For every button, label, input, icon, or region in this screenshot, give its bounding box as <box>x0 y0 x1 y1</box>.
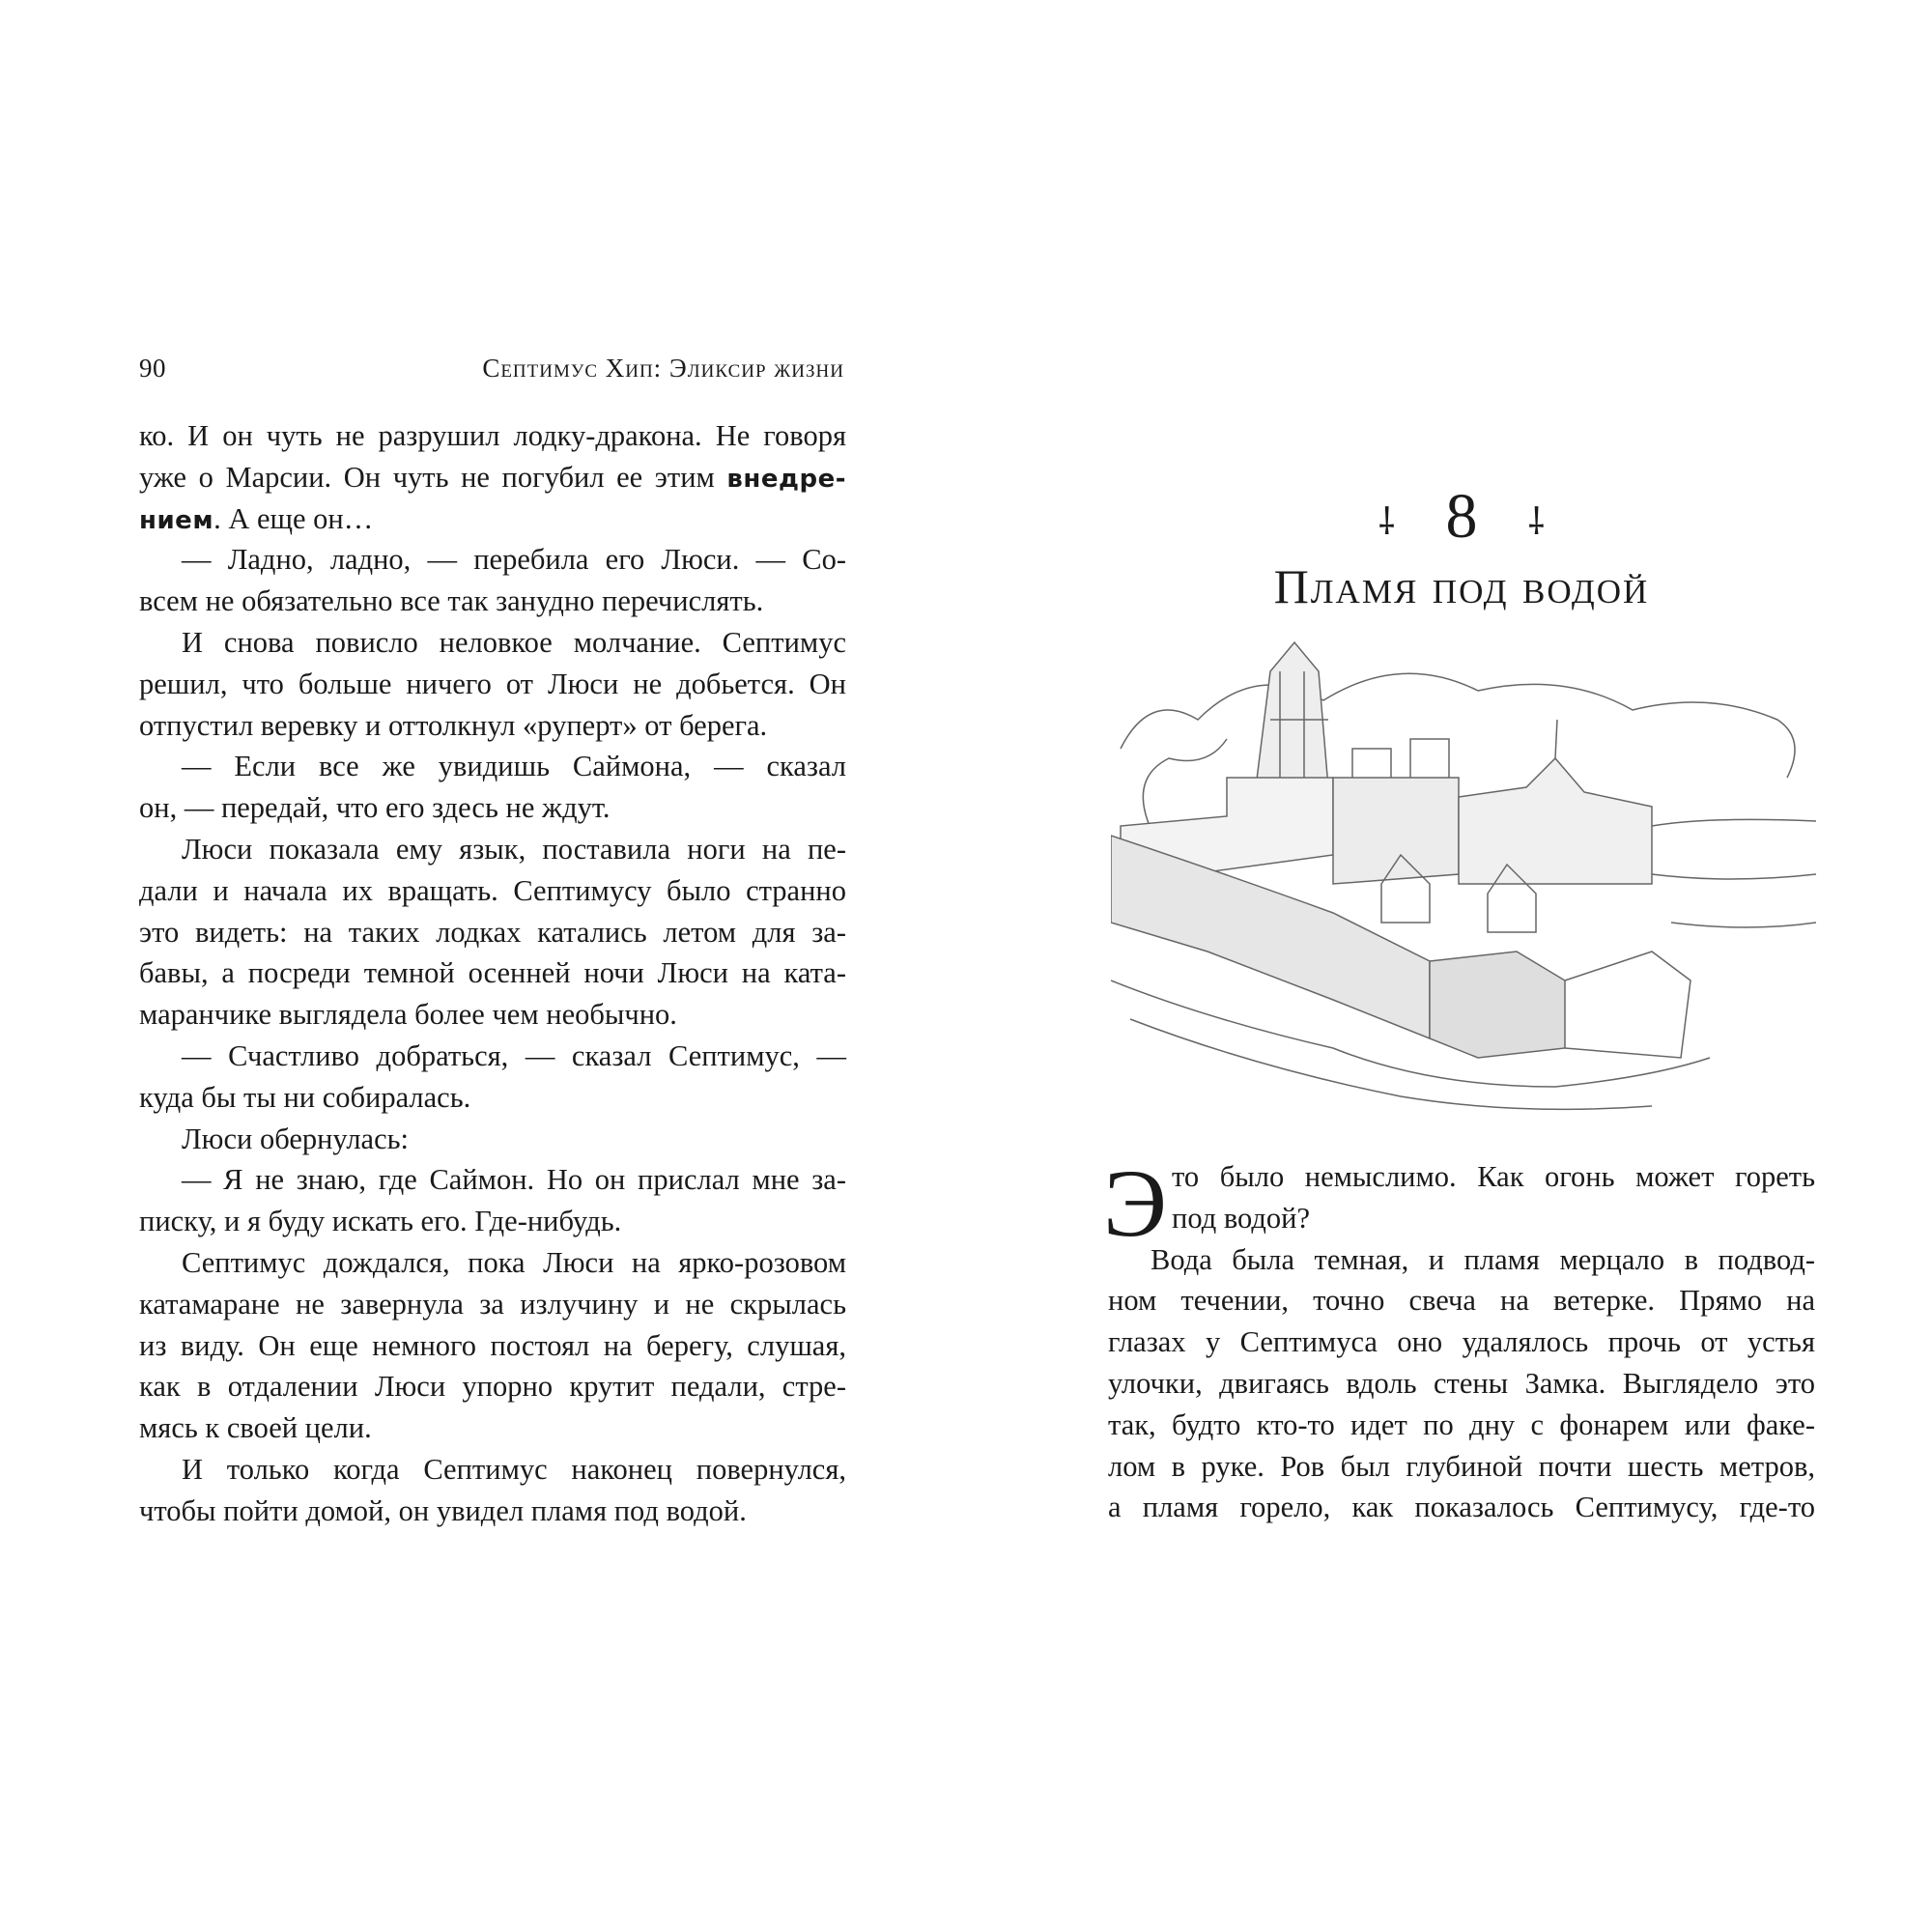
text-line: это видеть: на таких лодках катались летом для за- <box>139 915 846 949</box>
emphasized-word: нием <box>139 505 214 535</box>
running-head: Септимус Хип: Эликсир жизни <box>482 354 844 383</box>
text-line: Люси обернулась: <box>182 1122 410 1155</box>
text-line: катамаране не завернула за излучину и не скрылась <box>139 1287 846 1321</box>
text-line: как в отдалении Люси упорно крутит педали, стре- <box>139 1370 846 1404</box>
text-fragment: . А еще он… <box>213 501 374 535</box>
chapter-number: 8 <box>1445 481 1478 552</box>
page-number: 90 <box>139 354 166 383</box>
fleuron-right-icon: ⸸ <box>1527 501 1546 543</box>
text-line: а пламя горело, как показалось Септимусу, где-то <box>1108 1491 1815 1524</box>
text-line: И снова повисло неловкое молчание. Септимус <box>182 626 846 659</box>
text-line: писку, и я буду искать его. Где-нибудь. <box>139 1205 622 1238</box>
text-line: он, — передай, что его здесь не ждут. <box>139 791 611 825</box>
chapter-heading <box>1108 483 1815 556</box>
text-line: из виду. Он еще немного постоял на берегу, слушая, <box>139 1328 846 1362</box>
text-line: Септимус дождался, пока Люси на ярко-розовом <box>182 1246 846 1279</box>
drop-cap: Э <box>1103 1150 1168 1257</box>
text-line: бавы, а посреди темной осенней ночи Люси на ката- <box>139 956 846 990</box>
text-line: Вода была темная, и пламя мерцало в подвод- <box>1151 1242 1815 1276</box>
text-fragment: уже о Марсии. Он чуть не погубил ее этим <box>139 460 727 494</box>
text-line: решил, что больше ничего от Люси не добьется. Он <box>139 667 846 700</box>
text-line: — Ладно, ладно, — перебила его Люси. — Со- <box>182 543 846 577</box>
text-line: И только когда Септимус наконец повернулся, <box>182 1453 846 1486</box>
text-line: всем не обязательно все так занудно перечислять. <box>139 584 764 618</box>
castle-illustration <box>1111 633 1816 1145</box>
text-line: — Я не знаю, где Саймон. Но он прислал мне за- <box>182 1163 846 1197</box>
text-line: — Счастливо добраться, — сказал Септимус, — <box>182 1039 846 1072</box>
text-line: улочки, двигаясь вдоль стены Замка. Выглядело это <box>1108 1367 1815 1400</box>
text-line <box>139 458 846 498</box>
chapter-title: Пламя под водой <box>1273 559 1650 613</box>
text-line: чтобы пойти домой, он увидел пламя под водой. <box>139 1493 747 1527</box>
text-line: отпустил веревку и оттолкнул «руперт» от берега. <box>139 708 768 742</box>
text-line: — Если все же увидишь Саймона, — сказал <box>182 750 846 783</box>
text-line <box>139 499 846 540</box>
text-line: маранчике выглядела более чем необычно. <box>139 998 677 1032</box>
text-line: лом в руке. Ров был глубиной почти шесть метров, <box>1108 1449 1815 1483</box>
text-line: Люси показала ему язык, поставила ноги на пе- <box>182 833 846 866</box>
text-line: мясь к своей цели. <box>139 1411 372 1445</box>
text-line: так, будто кто-то идет по дну с фонарем или факе- <box>1108 1407 1815 1441</box>
text-line: ко. И он чуть не разрушил лодку-дракона. Не говоря <box>139 419 846 452</box>
text-line: ном течении, точно свеча на ветерке. Прямо на <box>1108 1284 1815 1318</box>
emphasized-word: внедре- <box>726 464 846 494</box>
text-line: дали и начала их вращать. Септимусу было странно <box>139 873 846 907</box>
text-line: глазах у Септимуса оно удалялось прочь от устья <box>1108 1325 1815 1359</box>
fleuron-left-icon: ⸸ <box>1378 501 1396 543</box>
text-line: то было немыслимо. Как огонь может гореть <box>1172 1160 1815 1193</box>
text-line: под водой? <box>1172 1201 1311 1235</box>
text-line: куда бы ты ни собиралась. <box>139 1080 471 1114</box>
